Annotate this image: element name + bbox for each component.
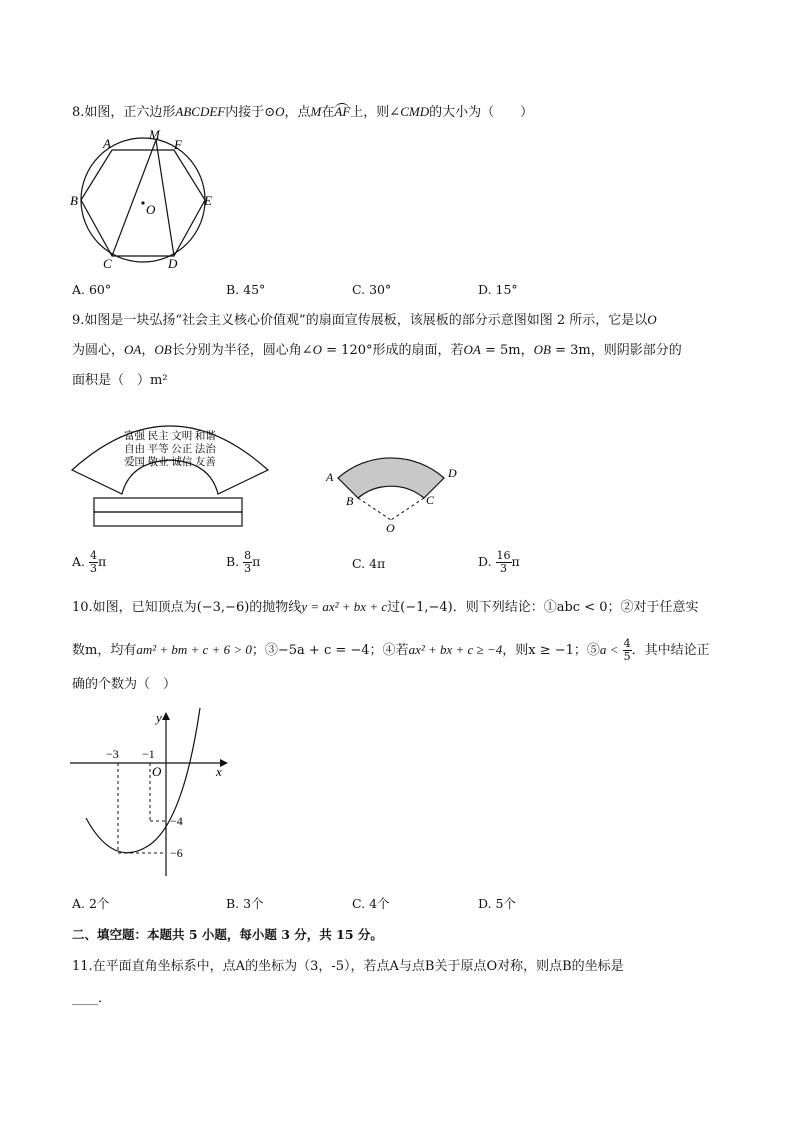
q8-option-a[interactable]: A. 60° <box>72 282 112 297</box>
tick-minus1: −1 <box>142 747 155 761</box>
circle-o <box>81 138 205 262</box>
label-x: x <box>216 764 222 779</box>
segment-md <box>156 140 174 256</box>
arc-af: AF <box>334 104 351 119</box>
board-text-line1: 富强 民主 文明 和谐 <box>124 431 216 442</box>
q9-option-d[interactable]: D. $\frac{16}{3}$ π <box>478 549 520 575</box>
tick-minus6: −6 <box>170 846 183 860</box>
board-text-line3: 爱国 敬业 诚信 友善 <box>124 457 216 468</box>
label-y: y <box>156 710 162 725</box>
dashed-ob <box>358 498 391 520</box>
label-o: O <box>386 521 395 535</box>
q8-stem: 8.如图，正六边形ABCDEF内接于⊙O，点M在AF上，则∠CMD的大小为（ ） <box>72 104 534 120</box>
shaded-annular-sector <box>338 458 444 498</box>
q9-line2: 为圆心，OA，OB长分别为半径，圆心角∠O = 120°形成的扇面，若OA = 5m，OB = 3m，则阴影部分的 <box>72 342 682 358</box>
q8-hexagon-figure <box>70 128 220 273</box>
label-a: A <box>103 136 111 151</box>
center-dot <box>141 201 144 204</box>
q9-line1: 9.如图是一块弘扬“社会主义核心价值观”的扇面宣传展板，该展板的部分示意图如图 2 所示，它是以O <box>72 312 657 328</box>
tick-minus3: −3 <box>106 747 119 761</box>
label-o: O <box>146 202 156 217</box>
tick-minus4: −4 <box>170 814 183 828</box>
q9-fan-board-figure <box>70 412 270 532</box>
label-d: D <box>448 466 457 480</box>
q8-option-c[interactable]: C. 30° <box>352 282 392 297</box>
label-b: B <box>346 494 354 508</box>
label-f: F <box>174 137 182 152</box>
q9-option-a[interactable]: A. $\frac{4}{3}$ π <box>72 549 107 575</box>
segment-mc <box>112 140 156 256</box>
label-e: E <box>204 193 212 208</box>
board-text-line2: 自由 平等 公正 法治 <box>124 444 216 455</box>
q10-line2: 数m，均有am² + bm + c + 6 > 0；③−5a + c = −4；④若ax² + bx + c ≥ −4，则x ≥ −1；⑤a < $\frac{4}{5}$ ．其中结论正 <box>72 637 710 663</box>
q10-option-b[interactable]: B. 3个 <box>226 896 264 911</box>
label-m: M <box>149 127 160 142</box>
q10-line3: 确的个数为（ ） <box>72 677 177 692</box>
q8-option-d[interactable]: D. 15° <box>478 282 518 297</box>
section2-heading: 二、填空题：本题共 5 小题，每小题 3 分，共 15 分。 <box>72 927 383 942</box>
q10-option-d[interactable]: D. 5个 <box>478 896 516 911</box>
label-d: D <box>168 256 178 271</box>
q11-text: 11.在平面直角坐标系中，点A的坐标为（3，-5），若点A与点B关于原点O对称，则点B的坐标是 <box>72 959 624 974</box>
q10-option-c[interactable]: C. 4个 <box>352 896 390 911</box>
q9-option-b[interactable]: B. $\frac{8}{3}$ π <box>226 549 261 575</box>
parabola-curve <box>86 708 200 853</box>
q10-line1: 10.如图，已知顶点为(−3,−6)的抛物线y = ax² + bx + c过(−1,−4)．则下列结论：①abc < 0；②对于任意实 <box>72 599 699 615</box>
board-base-top <box>94 498 242 512</box>
q9-line3: 面积是（ ）m² <box>72 373 168 388</box>
q8-option-b[interactable]: B. 45° <box>226 282 266 297</box>
label-b: B <box>70 193 78 208</box>
dashed-oc <box>391 498 424 520</box>
q10-option-a[interactable]: A. 2个 <box>72 896 110 911</box>
label-o: O <box>152 764 162 779</box>
label-a: A <box>326 470 334 484</box>
label-c: C <box>103 256 112 271</box>
y-axis-arrow <box>162 712 170 720</box>
board-base-bottom <box>94 512 242 526</box>
q9-option-c[interactable]: C. 4π <box>352 556 386 571</box>
q11-blank[interactable]: ____． <box>72 991 112 1006</box>
label-c: C <box>426 493 435 507</box>
q10-parabola-graph <box>70 708 240 878</box>
q9-sector-figure <box>322 436 462 536</box>
